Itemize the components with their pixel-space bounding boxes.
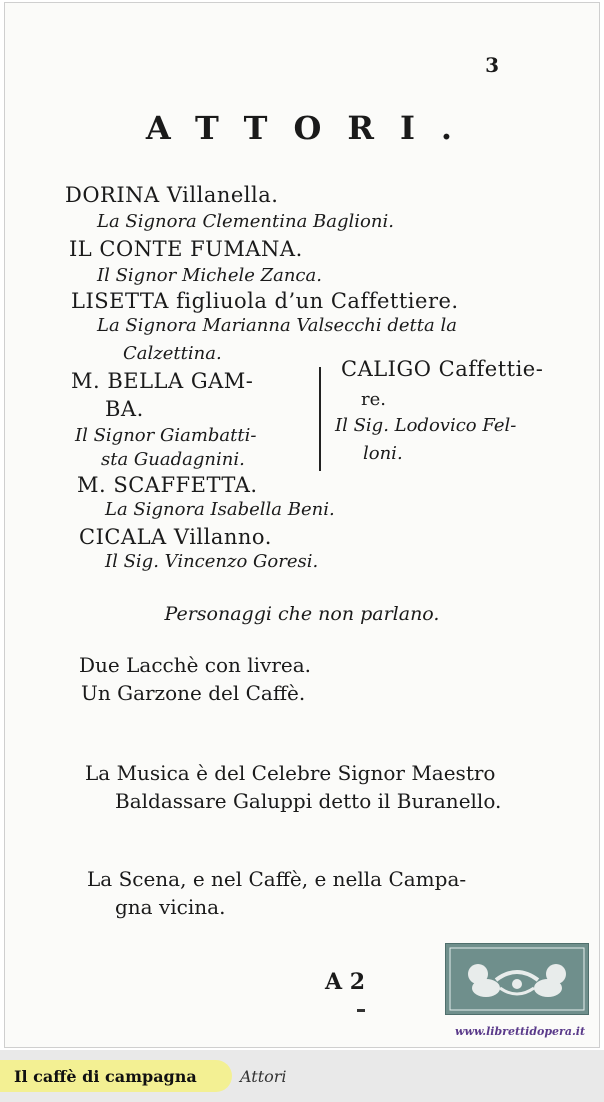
silent-characters-heading: Personaggi che non parlano. — [164, 603, 440, 625]
singer-lisetta-cont: Calzettina. — [123, 343, 222, 364]
role-conte-fumana — [69, 237, 303, 261]
singer-cicala: Il Sig. Vincenzo Goresi. — [105, 551, 319, 572]
singer-bella-gamba-line2: sta Guadagnini. — [101, 449, 245, 470]
role-name: CICALA — [79, 525, 167, 549]
book-page — [4, 2, 600, 1048]
role-desc: Villanella. — [166, 183, 279, 207]
role-lisetta — [71, 289, 459, 313]
role-name: DORINA — [65, 183, 160, 207]
footer-bar — [0, 1050, 604, 1102]
music-credit-line1: La Musica è del Celebre Signor Maestro — [85, 761, 496, 785]
librettidopera-logo[interactable] — [445, 943, 589, 1015]
role-desc: figliuola d’un Caffettiere. — [176, 289, 459, 313]
catchword-mark — [357, 1009, 365, 1012]
silent-item: Un Garzone del Caffè. — [81, 681, 306, 705]
music-credit-line2: Baldassare Galuppi detto il Buranello. — [115, 789, 502, 813]
page-number: 3 — [485, 53, 499, 77]
role-bella-gamba-line1: M. BELLA GAM- — [71, 369, 254, 393]
role-cicala — [79, 525, 272, 549]
role-bella-gamba-line2: BA. — [105, 397, 144, 421]
signature-mark: A 2 — [325, 969, 366, 995]
singer-scaffetta: La Signora Isabella Beni. — [105, 499, 335, 520]
logo-url-link[interactable]: www.librettidopera.it — [455, 1025, 586, 1038]
role-name: LISETTA — [71, 289, 169, 313]
role-caligo-line1: CALIGO Caffettie- — [341, 357, 544, 381]
column-divider — [319, 367, 321, 471]
role-desc: Villanno. — [173, 525, 272, 549]
role-dorina — [65, 183, 278, 207]
scene-line2: gna vicina. — [115, 895, 226, 919]
role-scaffetta — [77, 473, 258, 497]
singer-bella-gamba-line1: Il Signor Giambatti- — [75, 425, 257, 446]
cherubs-emblem-icon — [446, 944, 588, 1014]
singer-lisetta: La Signora Marianna Valsecchi detta la — [97, 315, 457, 336]
silent-item: Due Lacchè con livrea. — [79, 653, 312, 677]
role-name: IL CONTE FUMANA. — [69, 237, 303, 261]
page-heading: ATTORI. — [145, 109, 479, 147]
role-caligo-line2: re. — [361, 389, 386, 410]
singer-dorina: La Signora Clementina Baglioni. — [97, 211, 394, 232]
scene-line1: La Scena, e nel Caffè, e nella Campa- — [87, 867, 467, 891]
singer-caligo-line2: loni. — [363, 443, 403, 464]
role-name: M. SCAFFETTA. — [77, 473, 258, 497]
singer-conte-fumana: Il Signor Michele Zanca. — [97, 265, 322, 286]
footer-work-title[interactable]: Il caffè di campagna — [14, 1067, 197, 1086]
singer-caligo-line1: Il Sig. Lodovico Fel- — [335, 415, 517, 436]
footer-section-name: Attori — [240, 1067, 287, 1086]
